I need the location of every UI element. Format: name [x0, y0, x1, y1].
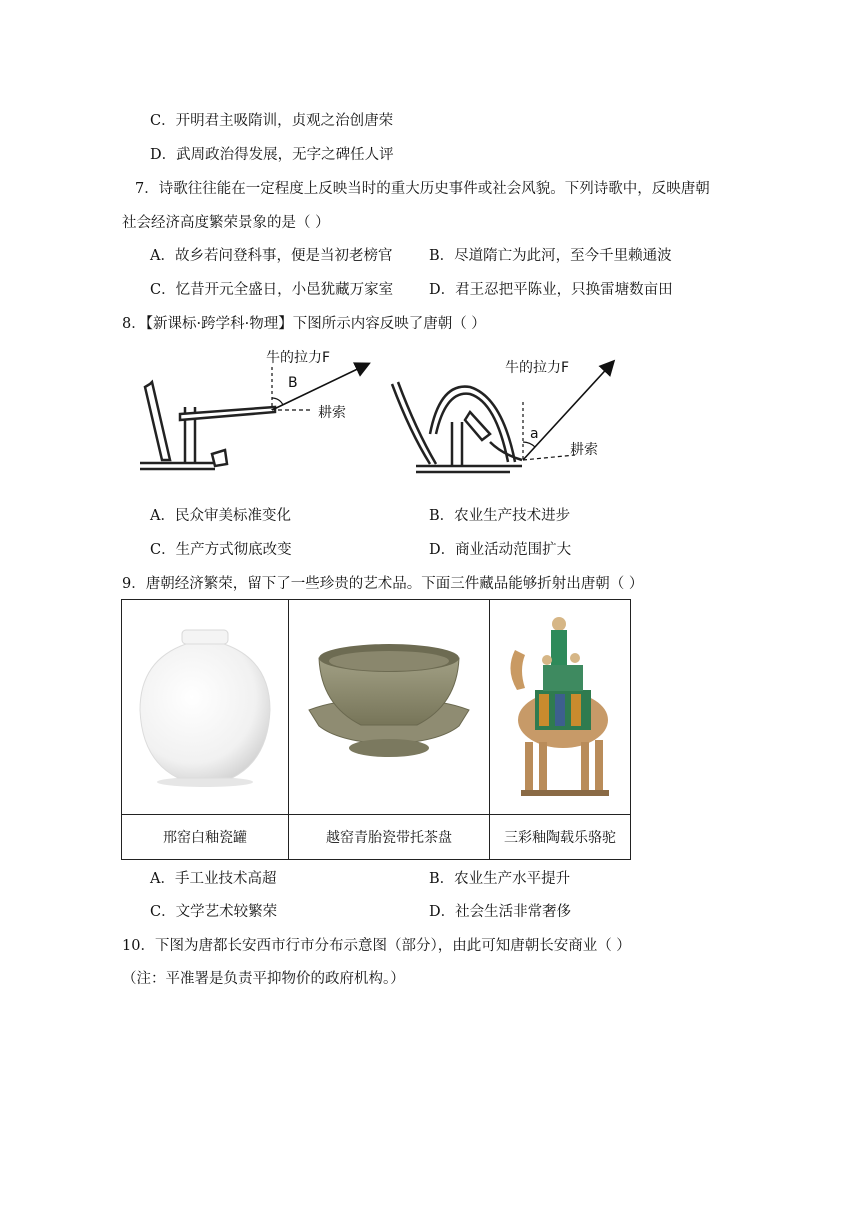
q7-option-b: B．尽道隋亡为此河，至今千里赖通波 — [429, 248, 672, 264]
artifact-image-camel — [490, 600, 631, 815]
left-rope-label: 耕索 — [318, 405, 346, 421]
artifact-image-jar — [122, 600, 289, 815]
caption-tea-bowl: 越窑青胎瓷带托茶盘 — [289, 815, 490, 860]
q7-option-d: D．君王忍把平陈业，只换雷塘数亩田 — [429, 282, 673, 298]
caption-camel: 三彩釉陶载乐骆驼 — [490, 815, 631, 860]
artifact-table — [121, 599, 631, 860]
curved-plough — [392, 382, 522, 472]
right-rope-label: 耕索 — [570, 442, 598, 458]
q10-stem: 10．下图为唐都长安西市行市分布示意图（部分），由此可知唐朝长安商业（ ） — [122, 938, 631, 954]
q6-option-c: C．开明君主吸隋训，贞观之治创唐荣 — [150, 113, 394, 129]
q8-stem: 8．【新课标·跨学科·物理】下图所示内容反映了唐朝（ ） — [122, 316, 486, 332]
right-horizontal-dashed — [523, 455, 575, 460]
q7-stem-line1: 7．诗歌往往能在一定程度上反映当时的重大历史事件或社会风貌。下列诗歌中，反映唐朝 — [135, 181, 710, 197]
q7-option-c: C．忆昔开元全盛日，小邑犹藏万家室 — [150, 282, 394, 298]
q8-option-c: C．生产方式彻底改变 — [150, 542, 292, 558]
sancai-camel-image — [495, 610, 625, 800]
q7-stem-line2: 社会经济高度繁荣景象的是（ ） — [122, 215, 330, 231]
q9-option-c: C．文学艺术较繁荣 — [150, 904, 278, 920]
left-angle-label: B — [288, 375, 298, 391]
q8-option-d: D．商业活动范围扩大 — [429, 542, 572, 558]
celadon-bowl-image — [299, 630, 479, 780]
right-force-arrow — [523, 362, 613, 460]
q9-option-d: D．社会生活非常奢侈 — [429, 904, 572, 920]
right-force-label: 牛的拉力F — [505, 360, 570, 376]
q8-option-a: A．民众审美标准变化 — [150, 508, 291, 524]
q9-option-a: A．手工业技术高超 — [150, 871, 277, 887]
plough-diagram — [130, 342, 630, 477]
left-angle-arc — [272, 398, 283, 405]
right-angle-label: a — [530, 426, 539, 442]
white-jar-image — [130, 620, 280, 790]
left-force-arrow — [272, 364, 368, 410]
q10-note: （注：平准署是负责平抑物价的政府机构。） — [122, 971, 405, 987]
q8-option-b: B．农业生产技术进步 — [429, 508, 571, 524]
artifact-image-tea-bowl — [289, 600, 490, 815]
straight-plough — [140, 382, 275, 469]
q6-option-d: D．武周政治得发展，无字之碑任人评 — [150, 147, 394, 163]
q9-stem: 9．唐朝经济繁荣，留下了一些珍贵的艺术品。下面三件藏品能够折射出唐朝（ ） — [122, 576, 644, 592]
q7-option-a: A．故乡若问登科事，便是当初老榜官 — [150, 248, 393, 264]
q9-option-b: B．农业生产水平提升 — [429, 871, 571, 887]
right-angle-arc — [523, 442, 535, 447]
left-force-label: 牛的拉力F — [266, 350, 331, 366]
caption-jar: 邢窑白釉瓷罐 — [122, 815, 289, 860]
